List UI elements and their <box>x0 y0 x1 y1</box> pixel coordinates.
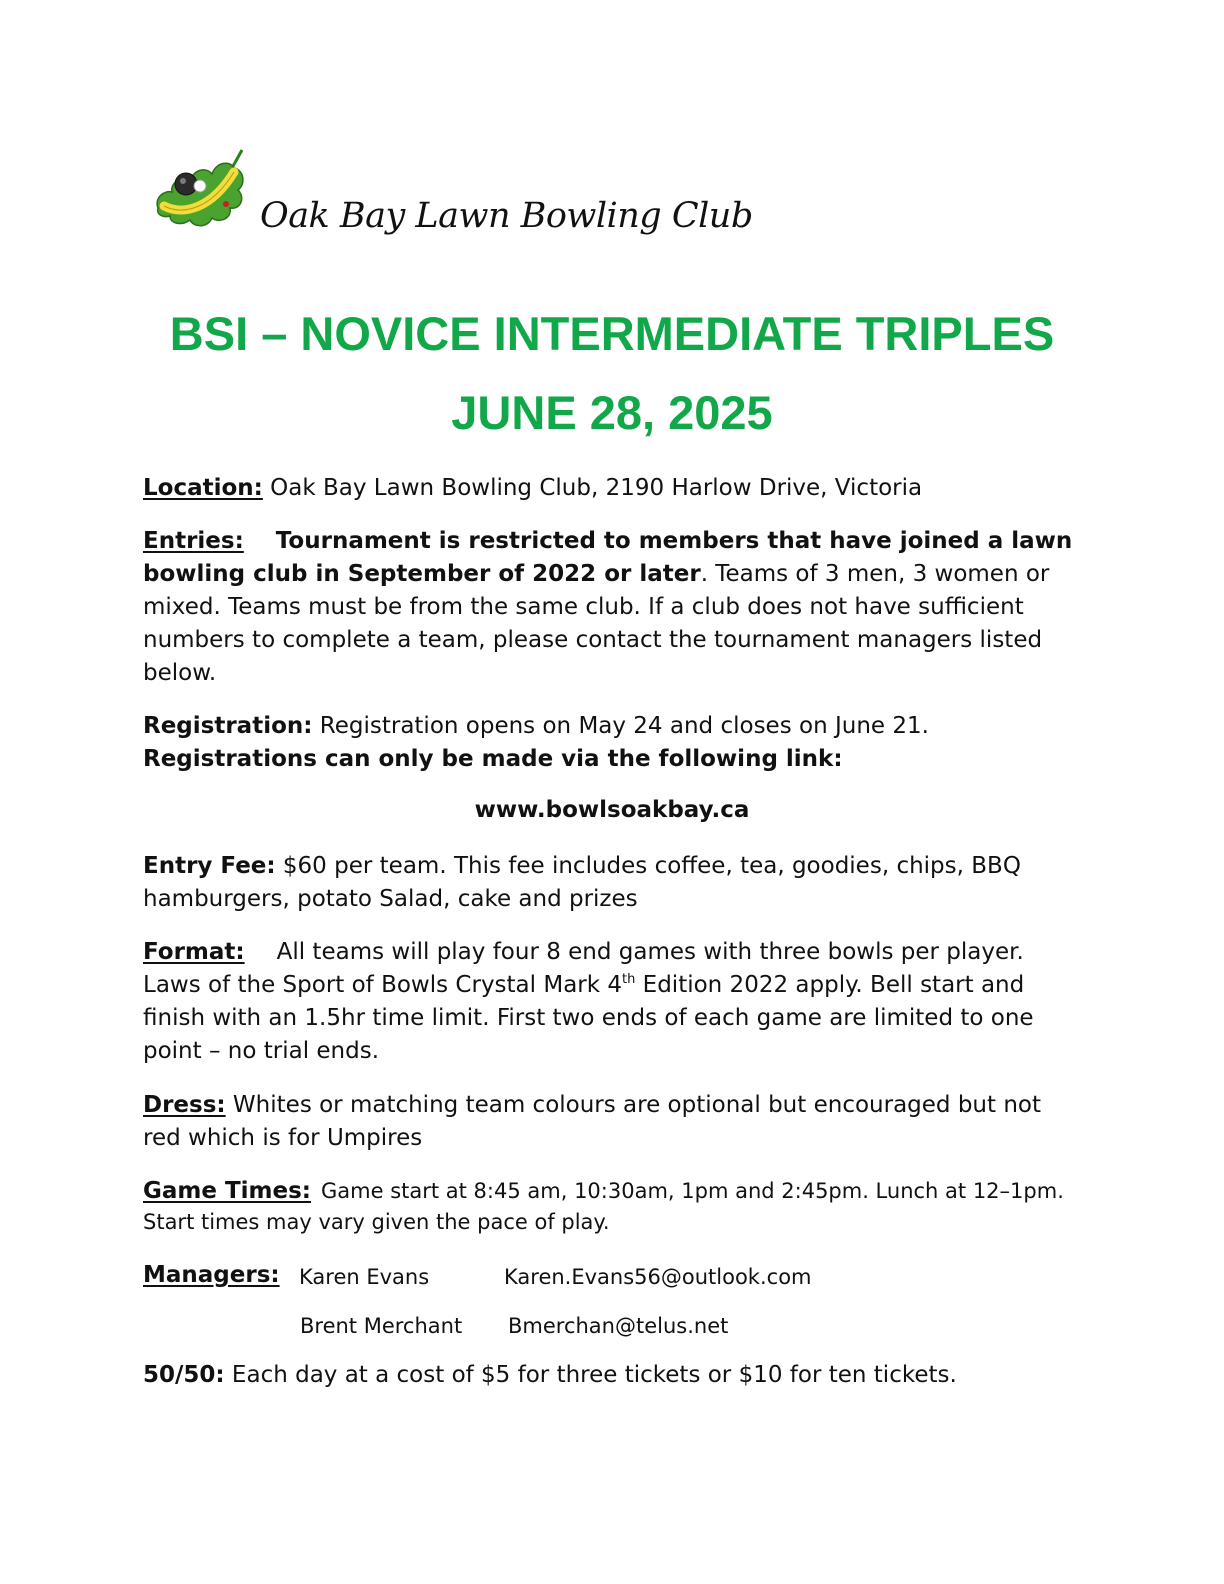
format-label: Format: <box>143 939 245 965</box>
club-logo <box>150 146 250 232</box>
location-label: Location: <box>143 475 263 501</box>
entries-label: Entries: <box>143 528 244 554</box>
game-times-label: Game Times: <box>143 1178 311 1204</box>
registration-instruction: Registrations can only be made via the following link: <box>143 746 843 772</box>
registration-paragraph <box>143 710 1073 776</box>
format-paragraph <box>143 936 1083 1068</box>
game-times-text: Game start at 8:45 am, 10:30am, 1pm and 2:45pm. Lunch at 12–1pm. Start times may vary given the pace of play. <box>143 1179 1064 1234</box>
dress-text: Whites or matching team colours are optional but encouraged but not red which is for Umpires <box>143 1092 1041 1151</box>
location-paragraph <box>143 472 1073 505</box>
game-times-paragraph <box>143 1176 1073 1238</box>
fifty-fifty-paragraph <box>143 1359 1073 1392</box>
entry-fee-label: Entry Fee: <box>143 853 276 879</box>
club-name-heading: Oak Bay Lawn Bowling Club <box>260 196 753 236</box>
registration-text: Registration opens on May 24 and closes on June 21. <box>312 713 929 739</box>
location-text: Oak Bay Lawn Bowling Club, 2190 Harlow Drive, Victoria <box>262 475 923 501</box>
managers-label: Managers: <box>143 1262 280 1288</box>
dress-paragraph <box>143 1089 1073 1155</box>
entry-fee-paragraph <box>143 850 1073 916</box>
manager-name: Karen Evans <box>299 1265 430 1289</box>
entries-restriction: Tournament is restricted to members that have joined a lawn bowling club in September of 2022 or later <box>143 528 1073 587</box>
format-superscript: th <box>622 972 636 987</box>
manager-email[interactable]: Bmerchan@telus.net <box>508 1314 729 1338</box>
fifty-fifty-text: Each day at a cost of $5 for three tickets or $10 for ten tickets. <box>224 1362 957 1388</box>
entries-paragraph <box>143 525 1073 690</box>
oak-leaf-logo-icon <box>150 146 250 232</box>
entries-text: . Teams of 3 men, 3 women or mixed. Teams must be from the same club. If a club does not have sufficient numbers to complete a team, please contact the tournament managers listed below. <box>143 561 1050 686</box>
format-text-a: All teams will play four 8 end games with three bowls per player. Laws of the Sport of Bowls Crystal Mark 4 <box>143 939 1024 998</box>
tournament-date: JUNE 28, 2025 <box>451 386 773 439</box>
registration-link[interactable]: www.bowlsoakbay.ca <box>474 797 750 823</box>
dress-label: Dress: <box>143 1092 226 1118</box>
format-text-b: Edition 2022 apply. Bell start and finish with an 1.5hr time limit. First two ends of each game are limited to one point – no trial ends. <box>143 972 1034 1064</box>
manager-name: Brent Merchant <box>300 1314 463 1338</box>
tournament-title: BSI – NOVICE INTERMEDIATE TRIPLES <box>169 307 1055 360</box>
manager-email[interactable]: Karen.Evans56@outlook.com <box>504 1265 812 1289</box>
fifty-fifty-label: 50/50: <box>143 1362 225 1388</box>
entry-fee-text: $60 per team. This fee includes coffee, tea, goodies, chips, BBQ hamburgers, potato Salad, cake and prizes <box>143 853 1021 912</box>
registration-label: Registration: <box>143 713 313 739</box>
